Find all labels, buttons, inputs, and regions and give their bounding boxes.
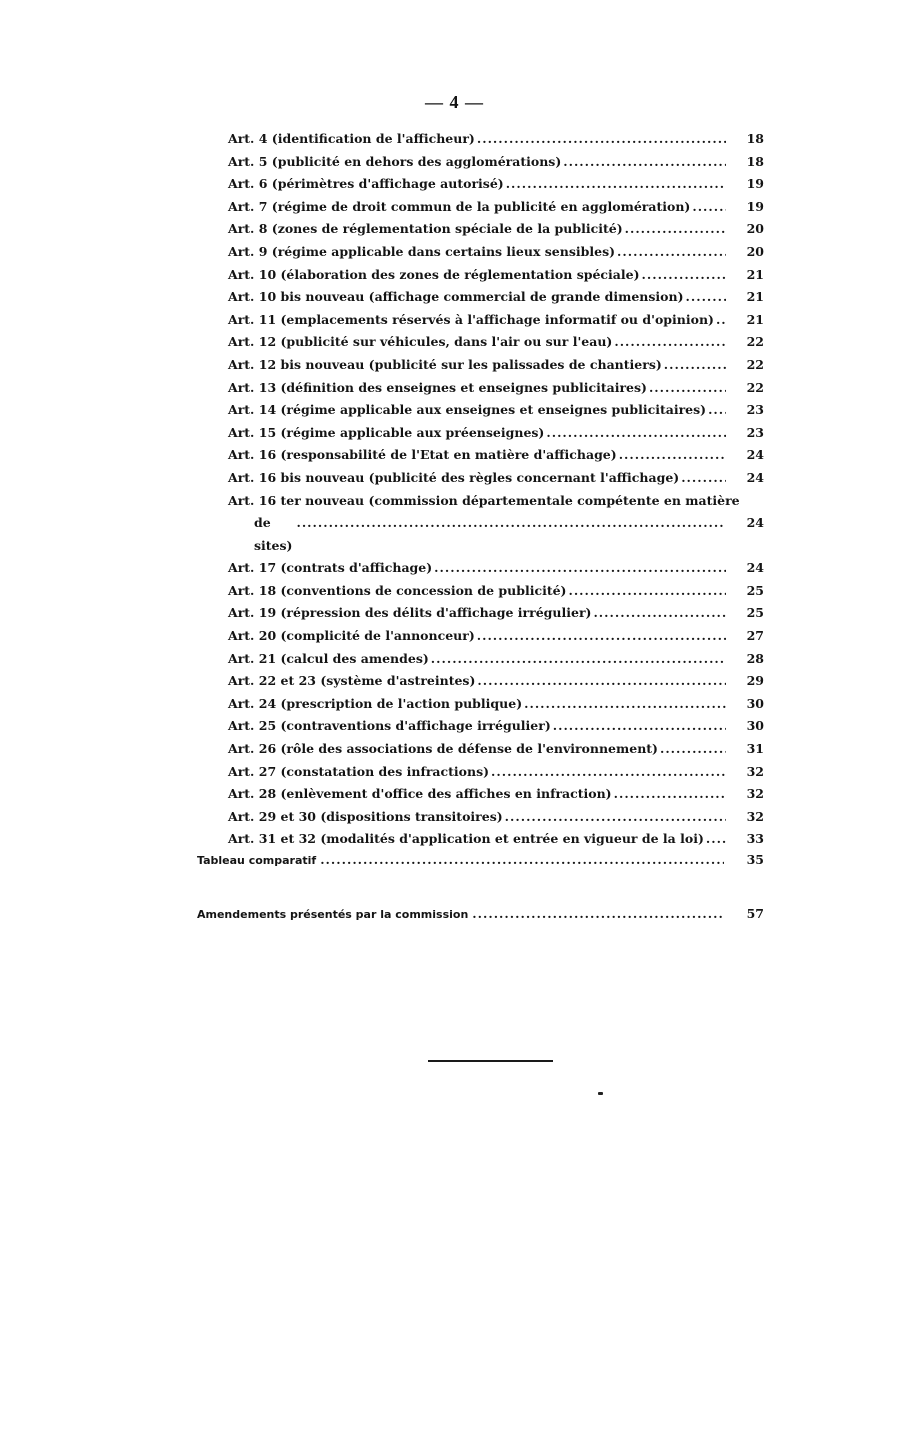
- dot-leader: [505, 806, 726, 829]
- toc-entry: [228, 444, 764, 467]
- section-page: 57: [746, 906, 764, 921]
- page-number: — 4 —: [425, 92, 484, 112]
- toc-entry: [228, 670, 764, 693]
- toc-entry-multiline: [228, 490, 764, 558]
- toc-entry: [228, 309, 764, 332]
- toc-entry: [228, 715, 764, 738]
- toc-entry-page: 18: [746, 153, 764, 169]
- section-label: Tableau comparatif: [197, 854, 317, 867]
- toc-entry: [228, 151, 764, 174]
- toc-entry-label: Art. 17 (contrats d'affichage): [228, 560, 433, 576]
- toc-entry-page: 18: [746, 131, 764, 146]
- dot-leader: [434, 557, 726, 580]
- toc-entry-label: Art. 5 (publicité en dehors des agglomérations): [228, 153, 562, 169]
- toc-entry-line2: [228, 512, 764, 557]
- toc-entry-label: Art. 14 (régime applicable aux enseignes et enseignes publicitaires): [228, 402, 707, 418]
- toc-entry-label: Art. 18 (conventions de concession de publicité): [228, 582, 567, 598]
- toc-entry-page: 24: [746, 515, 764, 531]
- dot-leader: [619, 444, 726, 467]
- dot-leader: [477, 128, 726, 151]
- dot-leader: [568, 580, 726, 603]
- toc-entry: [228, 173, 764, 196]
- toc-entry-label: Art. 13 (définition des enseignes et enseignes publicitaires): [228, 379, 647, 395]
- toc-entry-label: Art. 19 (répression des délits d'affichage irrégulier): [228, 605, 592, 621]
- toc-entry-page: 19: [746, 198, 764, 214]
- toc-entry-label: Art. 22 et 23 (système d'astreintes): [228, 673, 476, 689]
- dot-leader: [431, 648, 726, 671]
- dot-leader: [625, 218, 726, 241]
- toc-entry-page: 30: [746, 718, 764, 734]
- toc-entries-group-1: [228, 128, 764, 490]
- toc-entry: [228, 602, 764, 625]
- section-amendements: [197, 904, 764, 925]
- toc-entry: [228, 783, 764, 806]
- dot-leader: [477, 670, 726, 693]
- section-page: 35: [746, 852, 764, 867]
- toc-entry-page: 28: [746, 650, 764, 666]
- dot-leader: [649, 377, 726, 400]
- toc-entry: [228, 625, 764, 648]
- dot-leader: [681, 467, 726, 490]
- toc-entry-label: Art. 21 (calcul des amendes): [228, 650, 429, 666]
- dot-leader: [614, 783, 726, 806]
- toc-entry-label-line1: Art. 16 ter nouveau (commission départementale compétente en matière: [228, 492, 740, 508]
- toc-entry: [228, 648, 764, 671]
- toc-entry-label: Art. 16 (responsabilité de l'Etat en matière d'affichage): [228, 447, 617, 463]
- toc-entry-label: Art. 25 (contraventions d'affichage irrégulier): [228, 718, 551, 734]
- toc-entry-page: 24: [746, 469, 764, 485]
- toc-entry-label: Art. 12 (publicité sur véhicules, dans l'air ou sur l'eau): [228, 334, 613, 350]
- toc-entry: [228, 218, 764, 241]
- table-of-contents: [228, 128, 764, 851]
- dot-leader: [553, 715, 726, 738]
- toc-entry-label: Art. 12 bis nouveau (publicité sur les palissades de chantiers): [228, 356, 662, 372]
- dot-leader: [477, 625, 726, 648]
- dot-leader: [546, 422, 726, 445]
- toc-entry-label: Art. 26 (rôle des associations de défense de l'environnement): [228, 741, 658, 757]
- dot-leader: [472, 904, 724, 924]
- toc-entry-page: 23: [746, 402, 764, 418]
- toc-entry: [228, 580, 764, 603]
- toc-entry-label: Art. 24 (prescription de l'action publique): [228, 695, 523, 711]
- toc-entry: [228, 377, 764, 400]
- toc-entry-page: 33: [746, 831, 764, 847]
- dot-leader: [296, 512, 724, 535]
- dot-leader: [524, 693, 726, 716]
- toc-entry-label: Art. 28 (enlèvement d'office des affiches en infraction): [228, 786, 612, 802]
- dot-leader: [706, 828, 726, 851]
- toc-entry: [228, 693, 764, 716]
- toc-entry-page: 25: [746, 582, 764, 598]
- dot-leader: [593, 602, 726, 625]
- toc-entry-page: 22: [746, 379, 764, 395]
- toc-entry-label: Art. 4 (identification de l'afficheur): [228, 131, 475, 146]
- toc-entry: [228, 196, 764, 219]
- toc-entry-label: Art. 16 bis nouveau (publicité des règles concernant l'affichage): [228, 469, 680, 485]
- toc-entry-label-line2: de sites): [254, 515, 293, 553]
- toc-entry-page: 21: [746, 289, 764, 305]
- toc-entry-page: 32: [746, 763, 764, 779]
- toc-entry-page: 22: [746, 356, 764, 372]
- toc-entry: [228, 354, 764, 377]
- toc-entry-label: Art. 8 (zones de réglementation spéciale de la publicité): [228, 221, 623, 237]
- toc-entry-page: 21: [746, 311, 764, 327]
- dot-leader: [506, 173, 726, 196]
- toc-entry: [228, 286, 764, 309]
- toc-entry-label: Art. 7 (régime de droit commun de la publicité en agglomération): [228, 198, 691, 214]
- toc-entry-page: 24: [746, 447, 764, 463]
- toc-entry-label: Art. 10 (élaboration des zones de réglementation spéciale): [228, 266, 640, 282]
- toc-entry-page: 19: [746, 176, 764, 192]
- toc-entries-group-2: [228, 557, 764, 851]
- toc-entry: [228, 241, 764, 264]
- toc-entry-label: Art. 10 bis nouveau (affichage commercial de grande dimension): [228, 289, 684, 305]
- toc-entry: [228, 331, 764, 354]
- toc-entry-label: Art. 11 (emplacements réservés à l'affichage informatif ou d'opinion): [228, 311, 714, 327]
- toc-entry: [228, 738, 764, 761]
- toc-entry-page: 30: [746, 695, 764, 711]
- toc-entry-page: 32: [746, 808, 764, 824]
- toc-entry-page: 25: [746, 605, 764, 621]
- toc-entry-label: Art. 29 et 30 (dispositions transitoires): [228, 808, 503, 824]
- toc-entry-label: Art. 9 (régime applicable dans certains lieux sensibles): [228, 243, 616, 259]
- end-rule-divider: [428, 1060, 553, 1062]
- dot-leader: [692, 196, 726, 219]
- toc-entry: [228, 761, 764, 784]
- toc-entry: [228, 128, 764, 151]
- toc-entry-label: Art. 27 (constatation des infractions): [228, 763, 490, 779]
- toc-entry-page: 20: [746, 243, 764, 259]
- dot-leader: [320, 850, 724, 870]
- dot-leader: [491, 761, 726, 784]
- toc-entry-page: 21: [746, 266, 764, 282]
- toc-entry-page: 32: [746, 786, 764, 802]
- dot-leader: [708, 399, 726, 422]
- section-label: Amendements présentés par la commission: [197, 908, 469, 921]
- toc-entry-label: Art. 15 (régime applicable aux préenseignes): [228, 424, 545, 440]
- toc-entry-page: 31: [746, 741, 764, 757]
- toc-entry-page: 20: [746, 221, 764, 237]
- dot-leader: [617, 241, 726, 264]
- toc-entry: [228, 422, 764, 445]
- toc-entry-page: 22: [746, 334, 764, 350]
- toc-entry: [228, 806, 764, 829]
- toc-entry-page: 27: [746, 628, 764, 644]
- dot-leader: [664, 354, 726, 377]
- toc-entry-page: 23: [746, 424, 764, 440]
- section-tableau-comparatif: [197, 850, 764, 871]
- dot-leader: [716, 309, 726, 332]
- toc-entry: [228, 467, 764, 490]
- toc-entry: [228, 557, 764, 580]
- toc-entry-label: Art. 31 et 32 (modalités d'application et entrée en vigueur de la loi): [228, 831, 704, 847]
- print-speck: [598, 1092, 603, 1095]
- toc-entry-label: Art. 6 (périmètres d'affichage autorisé): [228, 176, 504, 192]
- dot-leader: [614, 331, 726, 354]
- dot-leader: [563, 151, 726, 174]
- toc-entry: [228, 828, 764, 851]
- toc-entry: [228, 399, 764, 422]
- dot-leader: [660, 738, 726, 761]
- dot-leader: [642, 264, 726, 287]
- toc-entry-page: 29: [746, 673, 764, 689]
- toc-entry: [228, 264, 764, 287]
- dot-leader: [686, 286, 726, 309]
- toc-entry-label: Art. 20 (complicité de l'annonceur): [228, 628, 475, 644]
- toc-entry-page: 24: [746, 560, 764, 576]
